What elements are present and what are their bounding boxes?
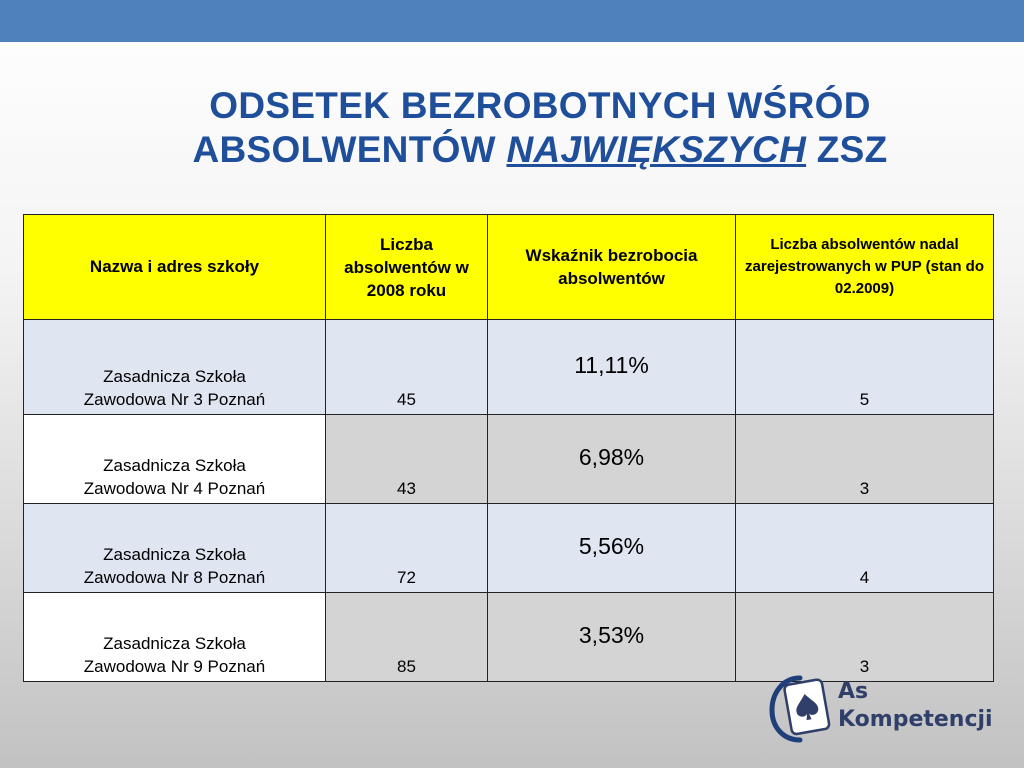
- unemployment-table: [23, 214, 994, 682]
- table-row: [24, 504, 994, 593]
- registered-cell: 5: [736, 320, 994, 415]
- table-row: [24, 593, 994, 682]
- school-address-line: Zawodowa Nr 4 Poznań: [83, 479, 266, 498]
- title-line-1: ODSETEK BEZROBOTNYCH WŚRÓD: [209, 85, 871, 126]
- logo-line-1: As: [838, 679, 869, 704]
- table-header-row: [24, 215, 994, 320]
- header-school-name: Nazwa i adres szkoły: [24, 215, 326, 320]
- title-emphasis: NAJWIĘKSZYCH: [506, 129, 807, 170]
- rate-cell: 11,11%: [488, 320, 736, 415]
- as-kompetencji-logo: [768, 672, 998, 744]
- school-name-line: Zasadnicza Szkoła: [103, 367, 246, 386]
- school-name-cell: [24, 320, 326, 415]
- logo-text: [838, 678, 993, 734]
- school-name-cell: [24, 504, 326, 593]
- graduates-cell: 43: [326, 415, 488, 504]
- slide-title: [90, 84, 990, 172]
- title-line-2-end: ZSZ: [806, 129, 888, 170]
- header-registered-pup: Liczba absolwentów nadal zarejestrowanych w PUP (stan do 02.2009): [736, 215, 994, 320]
- header-unemployment-rate: Wskaźnik bezrobocia absolwentów: [488, 215, 736, 320]
- rate-cell: 3,53%: [488, 593, 736, 682]
- table-row: [24, 320, 994, 415]
- spade-card-icon: [768, 672, 832, 744]
- registered-cell: 3: [736, 593, 994, 682]
- header-graduates-2008: Liczba absolwentów w 2008 roku: [326, 215, 488, 320]
- graduates-cell: 45: [326, 320, 488, 415]
- school-address-line: Zawodowa Nr 3 Poznań: [83, 390, 266, 409]
- graduates-cell: 72: [326, 504, 488, 593]
- rate-cell: 5,56%: [488, 504, 736, 593]
- school-name-line: Zasadnicza Szkoła: [103, 634, 246, 653]
- registered-cell: 4: [736, 504, 994, 593]
- table-row: [24, 415, 994, 504]
- title-line-2-start: ABSOLWENTÓW: [192, 129, 507, 170]
- school-name-cell: [24, 593, 326, 682]
- school-address-line: Zawodowa Nr 8 Poznań: [83, 568, 266, 587]
- school-name-cell: [24, 415, 326, 504]
- rate-cell: 6,98%: [488, 415, 736, 504]
- top-accent-bar: [0, 0, 1024, 42]
- graduates-cell: 85: [326, 593, 488, 682]
- school-address-line: Zawodowa Nr 9 Poznań: [83, 657, 266, 676]
- school-name-line: Zasadnicza Szkoła: [103, 545, 246, 564]
- title-line-2: [90, 128, 990, 172]
- registered-cell: 3: [736, 415, 994, 504]
- logo-line-2: Kompetencji: [838, 707, 993, 732]
- school-name-line: Zasadnicza Szkoła: [103, 456, 246, 475]
